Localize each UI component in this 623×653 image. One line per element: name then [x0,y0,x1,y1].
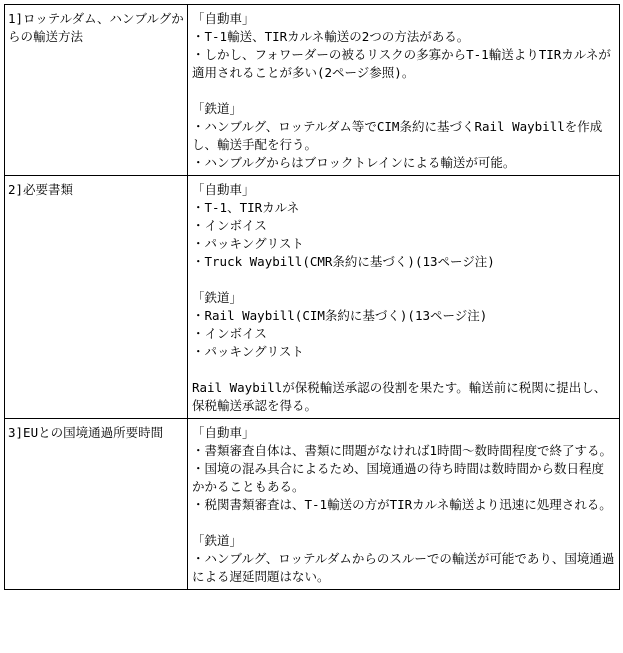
paragraph-gap [192,361,616,379]
paragraph-gap [192,271,616,289]
content-line: ・パッキングリスト [192,344,304,359]
row-content [188,5,620,176]
content-line: ・書類審査自体は、書類に問題がなければ1時間～数時間程度で終了する。 [192,443,613,458]
row-content [188,176,620,419]
content-line: ・国境の混み具合によるため、国境通過の待ち時間は数時間から数日程度かかることもある。 [192,461,605,494]
table-row [5,419,620,590]
section-header: 「自動車」 [192,182,255,197]
content-line: ・T-1輸送、TIRカルネ輸送の2つの方法がある。 [192,29,470,44]
content-line: ・ハンブルグ、ロッテルダム等でCIM条約に基づくRail Waybillを作成し、輸送手配を行う。 [192,119,603,152]
transport-info-table [4,4,620,590]
paragraph-gap [192,82,616,100]
content-line: ・T-1、TIRカルネ [192,200,300,215]
content-line: ・Rail Waybill(CIM条約に基づく)(13ページ注) [192,308,488,323]
row-content [188,419,620,590]
content-line: ・Truck Waybill(CMR条約に基づく)(13ページ注) [192,254,495,269]
paragraph-gap [192,514,616,532]
document [4,4,618,590]
table-body [5,5,620,590]
content-line: ・ハンブルグからはブロックトレインによる輸送が可能。 [192,155,516,170]
content-line: ・インボイス [192,218,267,233]
content-line: ・インボイス [192,326,267,341]
content-line: ・ハンブルグ、ロッテルダムからのスルーでの輸送が可能であり、国境通過による遅延問題はない。 [192,551,615,584]
row-label: 1]ロッテルダム、ハンブルグからの輸送方法 [5,5,188,176]
content-line: ・パッキングリスト [192,236,304,251]
content-line: Rail Waybillが保税輸送承認の役割を果たす。輸送前に税関に提出し、保税輸送承認を得る。 [192,380,607,413]
row-label: 2]必要書類 [5,176,188,419]
section-header: 「鉄道」 [192,533,243,548]
section-header: 「鉄道」 [192,290,243,305]
table-row [5,5,620,176]
section-header: 「鉄道」 [192,101,243,116]
row-label: 3]EUとの国境通過所要時間 [5,419,188,590]
content-line: ・税関書類審査は、T-1輸送の方がTIRカルネ輸送より迅速に処理される。 [192,497,612,512]
section-header: 「自動車」 [192,11,255,26]
section-header: 「自動車」 [192,425,255,440]
content-line: ・しかし、フォワーダーの被るリスクの多寡からT-1輸送よりTIRカルネが適用されることが多い(2ページ参照)。 [192,47,611,80]
table-row [5,176,620,419]
